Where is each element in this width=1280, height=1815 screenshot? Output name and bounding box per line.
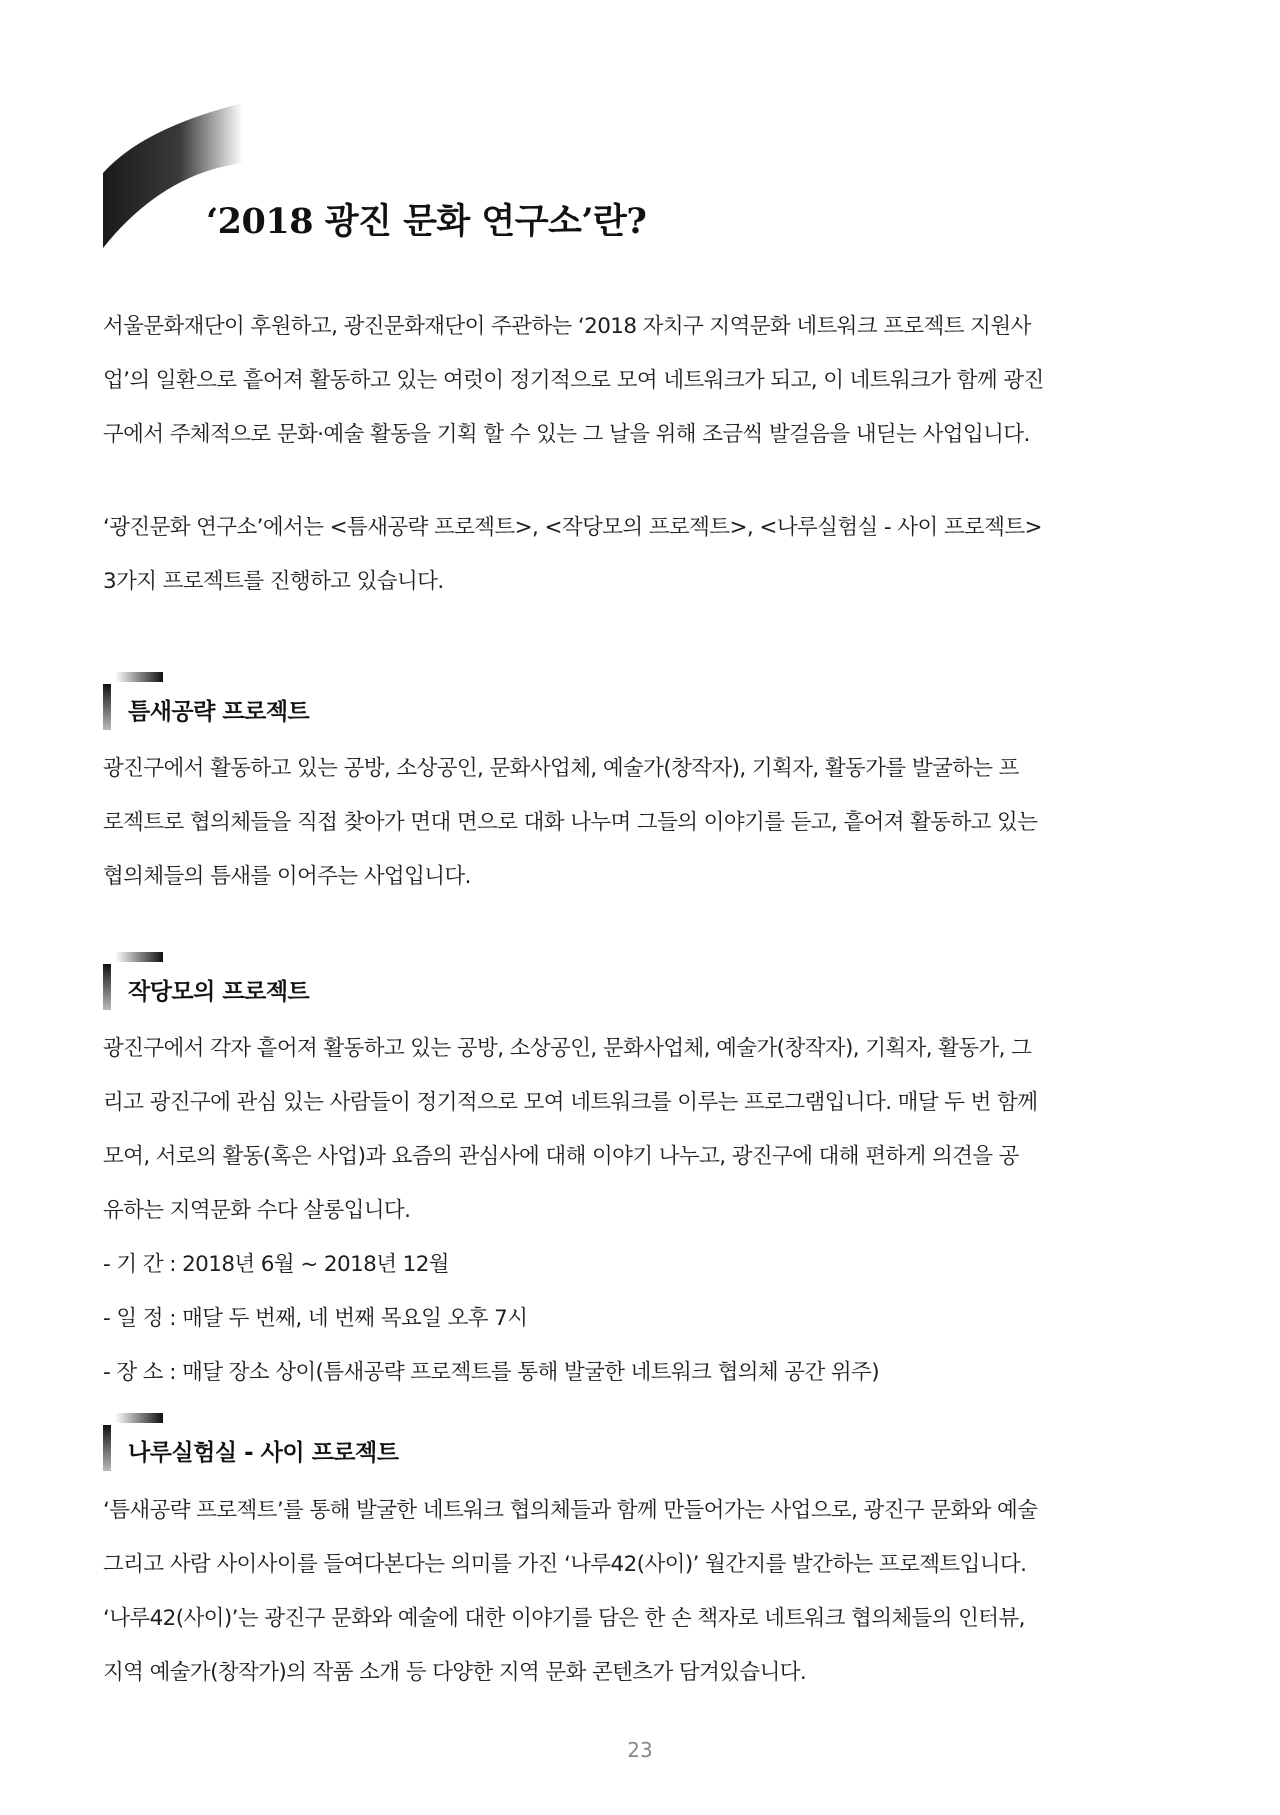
text-line: 광진구에서 각자 흩어져 활동하고 있는 공방, 소상공인, 문화사업체, 예술가(창작자), 기획자, 활동가, 그 bbox=[103, 1036, 1032, 1061]
page-title: ‘2018 광진 문화 연구소’란? bbox=[206, 201, 647, 242]
section-body-naru bbox=[103, 1484, 1183, 1700]
projects-intro-paragraph bbox=[103, 501, 1183, 609]
text-line: 모여, 서로의 활동(혹은 사업)과 요즘의 관심사에 대해 이야기 나누고, 광진구에 대해 편하게 의견을 공 bbox=[103, 1144, 1019, 1169]
text-line: 그리고 사람 사이사이를 들여다본다는 의미를 가진 ‘나루42(사이)’ 월간지를 발간하는 프로젝트입니다. bbox=[103, 1552, 1027, 1577]
text-line: 리고 광진구에 관심 있는 사람들이 정기적으로 모여 네트워크를 이루는 프로그램입니다. 매달 두 번 함께 bbox=[103, 1090, 1038, 1115]
text-line: 협의체들의 틈새를 이어주는 사업입니다. bbox=[103, 864, 471, 889]
text-line: 유하는 지역문화 수다 살롱입니다. bbox=[103, 1198, 411, 1223]
section-heading-teumsae: 틈새공략 프로젝트 bbox=[128, 699, 310, 725]
text-line: 구에서 주체적으로 문화·예술 활동을 기획 할 수 있는 그 날을 위해 조금씩 발걸음을 내딛는 사업입니다. bbox=[103, 422, 1030, 447]
intro-paragraph bbox=[103, 300, 1183, 462]
section-heading-naru: 나루실험실 - 사이 프로젝트 bbox=[128, 1440, 399, 1466]
text-line: 광진구에서 활동하고 있는 공방, 소상공인, 문화사업체, 예술가(창작자), 기획자, 활동가를 발굴하는 프 bbox=[103, 756, 1019, 781]
text-line: ‘틈새공략 프로젝트’를 통해 발굴한 네트워크 협의체들과 함께 만들어가는 사업으로, 광진구 문화와 예술 bbox=[103, 1498, 1038, 1523]
text-line: ‘광진문화 연구소’에서는 <틈새공략 프로젝트>, <작당모의 프로젝트>, <나루실험실 - 사이 프로젝트> bbox=[103, 515, 1042, 540]
text-line: 업’의 일환으로 흩어져 활동하고 있는 여럿이 정기적으로 모여 네트워크가 되고, 이 네트워크가 함께 광진 bbox=[103, 368, 1044, 393]
text-line: 지역 예술가(창작가)의 작품 소개 등 다양한 지역 문화 콘텐츠가 담겨있습니다. bbox=[103, 1660, 807, 1685]
section-heading-jakdang: 작당모의 프로젝트 bbox=[128, 979, 310, 1005]
section-body-jakdang bbox=[103, 1022, 1183, 1400]
section-body-teumsae bbox=[103, 742, 1183, 904]
text-line: 로젝트로 협의체들을 직접 찾아가 면대 면으로 대화 나누며 그들의 이야기를 듣고, 흩어져 활동하고 있는 bbox=[103, 810, 1038, 835]
text-line: 서울문화재단이 후원하고, 광진문화재단이 주관하는 ‘2018 자치구 지역문화 네트워크 프로젝트 지원사 bbox=[103, 314, 1031, 339]
schedule-time: - 일 정 : 매달 두 번째, 네 번째 목요일 오후 7시 bbox=[103, 1306, 528, 1331]
text-line: ‘나루42(사이)’는 광진구 문화와 예술에 대한 이야기를 담은 한 손 책자로 네트워크 협의체들의 인터뷰, bbox=[103, 1606, 1025, 1631]
schedule-period: - 기 간 : 2018년 6월 ~ 2018년 12월 bbox=[103, 1252, 449, 1277]
schedule-place: - 장 소 : 매달 장소 상이(틈새공략 프로젝트를 통해 발굴한 네트워크 협의체 공간 위주) bbox=[103, 1360, 880, 1385]
page-number: 23 bbox=[627, 1738, 653, 1762]
text-line: 3가지 프로젝트를 진행하고 있습니다. bbox=[103, 569, 444, 594]
